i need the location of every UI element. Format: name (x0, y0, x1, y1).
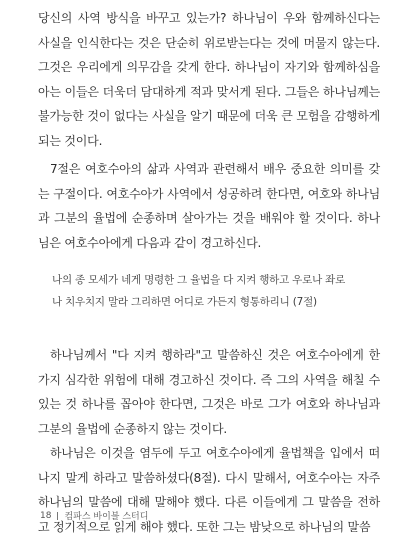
page-footer (40, 509, 148, 522)
paragraph-3: 하나님께서 "다 지켜 행하라"고 말씀하신 것은 여호수아에게 한 가지 심각한 위험에 대해 경고하신 것이다. 즉 그의 사역을 해칠 수 있는 것 하나를 꼽아야 한다면, 그것은 바로 그가 여호와 하나님과 그분의 율법에 순종하지 않는 것이다. (38, 348, 380, 436)
footer-divider (57, 512, 58, 520)
page-number: 18 (40, 510, 52, 521)
book-title: 컴파스 바이블 스터디 (64, 512, 149, 522)
paragraph-1: 당신의 사역 방식을 바꾸고 있는가? 하나님이 우와 함께하신다는 사실을 인식한다는 것은 단순히 위로받는다는 것에 머물지 않는다. 그것은 우리에게 의무감을 갖게 한다. 하나님이 자기와 함께하심을 아는 이들은 더욱더 담대하게 적과 맞서게 된다. 그들은 하나님께는 불가능한 것이 없다는 사실을 알기 때문에 더욱 큰 모험을 감행하게 되는 것이다. (38, 11, 380, 148)
quote-line-1: 나의 종 모세가 네게 명령한 그 율법을 다 지켜 행하고 우로나 좌로 (52, 274, 346, 286)
scripture-quote (38, 269, 380, 313)
paragraph-2: 7절은 여호수아의 삶과 사역과 관련해서 배우 중요한 의미를 갖는 구절이다. 여호수아가 사역에서 성공하려 한다면, 여호와 하나님과 그분의 율법에 순종하며 살아가는 것을 배워야 할 것이다. 하나님은 여호수아에게 다음과 같이 경고하신다. (38, 162, 380, 250)
paragraph-4: 하나님은 이것을 염두에 두고 여호수아에게 율법책을 입에서 떠나지 말게 하라고 말씀하셨다(8절). 다시 말해서, 여호수아는 자주 하나님의 말씀에 대해 말해야 했다. 다른 이들에게 그 말씀을 전하고 정기적으로 읽게 해야 했다. 또한 그는 밤낮으로 하나님의 말씀 (38, 446, 380, 534)
body-text (38, 6, 380, 255)
quote-line-2: 나 치우치지 말라 그리하면 어디로 가든지 형통하리니 (7절) (52, 296, 317, 308)
